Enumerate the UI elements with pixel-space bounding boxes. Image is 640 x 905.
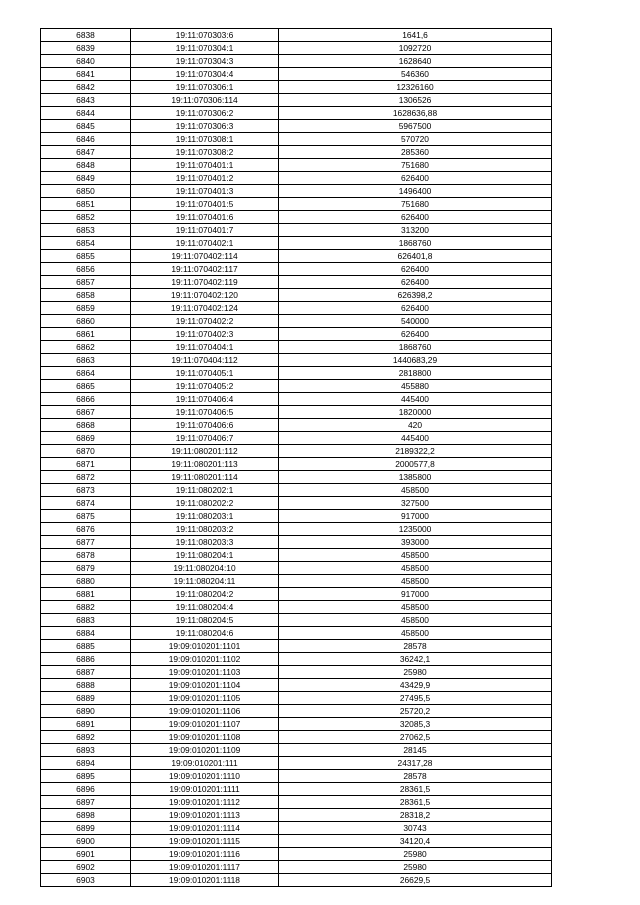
value-cell: 27062,5 xyxy=(279,731,552,744)
row-number-cell: 6846 xyxy=(41,133,131,146)
table-row xyxy=(41,380,552,393)
value-cell: 626400 xyxy=(279,263,552,276)
cadastral-number-cell: 19:11:070402:114 xyxy=(131,250,279,263)
value-cell: 25720,2 xyxy=(279,705,552,718)
row-number-cell: 6841 xyxy=(41,68,131,81)
table-row xyxy=(41,419,552,432)
table-row xyxy=(41,549,552,562)
value-cell: 445400 xyxy=(279,432,552,445)
cadastral-number-cell: 19:11:070406:6 xyxy=(131,419,279,432)
row-number-cell: 6862 xyxy=(41,341,131,354)
table-row xyxy=(41,432,552,445)
document-page xyxy=(40,28,551,887)
cadastral-number-cell: 19:11:070401:3 xyxy=(131,185,279,198)
table-row xyxy=(41,341,552,354)
row-number-cell: 6876 xyxy=(41,523,131,536)
row-number-cell: 6864 xyxy=(41,367,131,380)
table-row xyxy=(41,627,552,640)
cadastral-number-cell: 19:09:010201:1104 xyxy=(131,679,279,692)
value-cell: 917000 xyxy=(279,510,552,523)
cadastral-number-cell: 19:11:070306:3 xyxy=(131,120,279,133)
table-row xyxy=(41,809,552,822)
table-row xyxy=(41,666,552,679)
table-row xyxy=(41,861,552,874)
cadastral-number-cell: 19:11:070308:1 xyxy=(131,133,279,146)
table-row xyxy=(41,315,552,328)
table-row xyxy=(41,276,552,289)
value-cell: 751680 xyxy=(279,198,552,211)
table-row xyxy=(41,679,552,692)
value-cell: 917000 xyxy=(279,588,552,601)
table-row xyxy=(41,55,552,68)
cadastral-number-cell: 19:11:070401:2 xyxy=(131,172,279,185)
row-number-cell: 6879 xyxy=(41,562,131,575)
row-number-cell: 6894 xyxy=(41,757,131,770)
row-number-cell: 6847 xyxy=(41,146,131,159)
row-number-cell: 6878 xyxy=(41,549,131,562)
cadastral-number-cell: 19:09:010201:1118 xyxy=(131,874,279,887)
value-cell: 32085,3 xyxy=(279,718,552,731)
value-cell: 25980 xyxy=(279,848,552,861)
cadastral-number-cell: 19:11:080201:113 xyxy=(131,458,279,471)
cadastral-number-cell: 19:11:070402:119 xyxy=(131,276,279,289)
table-row xyxy=(41,783,552,796)
row-number-cell: 6851 xyxy=(41,198,131,211)
row-number-cell: 6893 xyxy=(41,744,131,757)
table-row xyxy=(41,497,552,510)
row-number-cell: 6855 xyxy=(41,250,131,263)
cadastral-number-cell: 19:09:010201:111 xyxy=(131,757,279,770)
row-number-cell: 6872 xyxy=(41,471,131,484)
row-number-cell: 6858 xyxy=(41,289,131,302)
value-cell: 1868760 xyxy=(279,237,552,250)
row-number-cell: 6882 xyxy=(41,601,131,614)
cadastral-number-cell: 19:11:070304:4 xyxy=(131,68,279,81)
row-number-cell: 6899 xyxy=(41,822,131,835)
cadastral-number-cell: 19:11:070402:2 xyxy=(131,315,279,328)
row-number-cell: 6883 xyxy=(41,614,131,627)
value-cell: 626400 xyxy=(279,211,552,224)
cadastral-number-cell: 19:11:070402:117 xyxy=(131,263,279,276)
value-cell: 28578 xyxy=(279,770,552,783)
row-number-cell: 6849 xyxy=(41,172,131,185)
table-row xyxy=(41,692,552,705)
cadastral-number-cell: 19:11:070404:112 xyxy=(131,354,279,367)
cadastral-number-cell: 19:11:080204:11 xyxy=(131,575,279,588)
table-row xyxy=(41,562,552,575)
table-row xyxy=(41,601,552,614)
cadastral-number-cell: 19:11:080204:5 xyxy=(131,614,279,627)
table-row xyxy=(41,575,552,588)
cadastral-number-cell: 19:11:070304:1 xyxy=(131,42,279,55)
cadastral-number-cell: 19:09:010201:1106 xyxy=(131,705,279,718)
row-number-cell: 6848 xyxy=(41,159,131,172)
value-cell: 626400 xyxy=(279,276,552,289)
cadastral-number-cell: 19:09:010201:1105 xyxy=(131,692,279,705)
cadastral-number-cell: 19:11:080201:112 xyxy=(131,445,279,458)
row-number-cell: 6850 xyxy=(41,185,131,198)
cadastral-number-cell: 19:11:070306:114 xyxy=(131,94,279,107)
table-row xyxy=(41,29,552,42)
table-row xyxy=(41,172,552,185)
table-row xyxy=(41,42,552,55)
table-row xyxy=(41,263,552,276)
row-number-cell: 6902 xyxy=(41,861,131,874)
row-number-cell: 6898 xyxy=(41,809,131,822)
row-number-cell: 6885 xyxy=(41,640,131,653)
value-cell: 1641,6 xyxy=(279,29,552,42)
row-number-cell: 6863 xyxy=(41,354,131,367)
value-cell: 626400 xyxy=(279,172,552,185)
value-cell: 1385800 xyxy=(279,471,552,484)
cadastral-number-cell: 19:09:010201:1110 xyxy=(131,770,279,783)
value-cell: 1868760 xyxy=(279,341,552,354)
cadastral-number-cell: 19:11:080202:2 xyxy=(131,497,279,510)
row-number-cell: 6867 xyxy=(41,406,131,419)
row-number-cell: 6870 xyxy=(41,445,131,458)
row-number-cell: 6869 xyxy=(41,432,131,445)
table-row xyxy=(41,367,552,380)
table-row xyxy=(41,510,552,523)
value-cell: 626398,2 xyxy=(279,289,552,302)
row-number-cell: 6895 xyxy=(41,770,131,783)
table-row xyxy=(41,848,552,861)
row-number-cell: 6881 xyxy=(41,588,131,601)
cadastral-number-cell: 19:11:080201:114 xyxy=(131,471,279,484)
row-number-cell: 6838 xyxy=(41,29,131,42)
table-row xyxy=(41,536,552,549)
row-number-cell: 6839 xyxy=(41,42,131,55)
value-cell: 28361,5 xyxy=(279,783,552,796)
row-number-cell: 6844 xyxy=(41,107,131,120)
cadastral-number-cell: 19:11:070406:7 xyxy=(131,432,279,445)
value-cell: 1092720 xyxy=(279,42,552,55)
table-row xyxy=(41,822,552,835)
cadastral-number-cell: 19:09:010201:1109 xyxy=(131,744,279,757)
table-row xyxy=(41,640,552,653)
table-row xyxy=(41,718,552,731)
cadastral-number-cell: 19:11:080204:4 xyxy=(131,601,279,614)
value-cell: 27495,5 xyxy=(279,692,552,705)
cadastral-number-cell: 19:09:010201:1108 xyxy=(131,731,279,744)
value-cell: 445400 xyxy=(279,393,552,406)
value-cell: 458500 xyxy=(279,601,552,614)
cadastral-number-cell: 19:11:070401:1 xyxy=(131,159,279,172)
value-cell: 327500 xyxy=(279,497,552,510)
table-row xyxy=(41,289,552,302)
value-cell: 28361,5 xyxy=(279,796,552,809)
row-number-cell: 6856 xyxy=(41,263,131,276)
row-number-cell: 6877 xyxy=(41,536,131,549)
table-row xyxy=(41,653,552,666)
value-cell: 24317,28 xyxy=(279,757,552,770)
table-body xyxy=(41,29,552,887)
table-row xyxy=(41,744,552,757)
cadastral-number-cell: 19:11:080202:1 xyxy=(131,484,279,497)
table-row xyxy=(41,874,552,887)
value-cell: 570720 xyxy=(279,133,552,146)
row-number-cell: 6865 xyxy=(41,380,131,393)
row-number-cell: 6852 xyxy=(41,211,131,224)
value-cell: 1820000 xyxy=(279,406,552,419)
cadastral-number-cell: 19:11:080204:2 xyxy=(131,588,279,601)
value-cell: 1440683,29 xyxy=(279,354,552,367)
row-number-cell: 6853 xyxy=(41,224,131,237)
value-cell: 12326160 xyxy=(279,81,552,94)
row-number-cell: 6896 xyxy=(41,783,131,796)
row-number-cell: 6866 xyxy=(41,393,131,406)
row-number-cell: 6845 xyxy=(41,120,131,133)
cadastral-number-cell: 19:09:010201:1116 xyxy=(131,848,279,861)
row-number-cell: 6903 xyxy=(41,874,131,887)
table-row xyxy=(41,731,552,744)
cadastral-number-cell: 19:11:070306:2 xyxy=(131,107,279,120)
cadastral-number-cell: 19:09:010201:1114 xyxy=(131,822,279,835)
value-cell: 1628640 xyxy=(279,55,552,68)
row-number-cell: 6889 xyxy=(41,692,131,705)
cadastral-number-cell: 19:11:070304:3 xyxy=(131,55,279,68)
cadastral-number-cell: 19:09:010201:1113 xyxy=(131,809,279,822)
cadastral-number-cell: 19:11:070401:7 xyxy=(131,224,279,237)
value-cell: 25980 xyxy=(279,861,552,874)
table-row xyxy=(41,757,552,770)
row-number-cell: 6873 xyxy=(41,484,131,497)
table-row xyxy=(41,354,552,367)
table-row xyxy=(41,237,552,250)
cadastral-number-cell: 19:11:080204:1 xyxy=(131,549,279,562)
table-row xyxy=(41,471,552,484)
cadastral-number-cell: 19:09:010201:1102 xyxy=(131,653,279,666)
value-cell: 458500 xyxy=(279,575,552,588)
value-cell: 458500 xyxy=(279,627,552,640)
row-number-cell: 6890 xyxy=(41,705,131,718)
value-cell: 34120,4 xyxy=(279,835,552,848)
value-cell: 28318,2 xyxy=(279,809,552,822)
value-cell: 2000577,8 xyxy=(279,458,552,471)
table-row xyxy=(41,328,552,341)
row-number-cell: 6842 xyxy=(41,81,131,94)
value-cell: 1306526 xyxy=(279,94,552,107)
cadastral-number-cell: 19:09:010201:1101 xyxy=(131,640,279,653)
table-row xyxy=(41,224,552,237)
table-row xyxy=(41,133,552,146)
value-cell: 1496400 xyxy=(279,185,552,198)
value-cell: 540000 xyxy=(279,315,552,328)
table-row xyxy=(41,393,552,406)
row-number-cell: 6857 xyxy=(41,276,131,289)
table-row xyxy=(41,770,552,783)
value-cell: 43429,9 xyxy=(279,679,552,692)
table-row xyxy=(41,159,552,172)
row-number-cell: 6891 xyxy=(41,718,131,731)
cadastral-number-cell: 19:09:010201:1103 xyxy=(131,666,279,679)
cadastral-number-cell: 19:11:070308:2 xyxy=(131,146,279,159)
table-row xyxy=(41,146,552,159)
table-row xyxy=(41,458,552,471)
cadastral-number-cell: 19:11:070406:5 xyxy=(131,406,279,419)
value-cell: 28145 xyxy=(279,744,552,757)
value-cell: 36242,1 xyxy=(279,653,552,666)
cadastral-number-cell: 19:09:010201:1117 xyxy=(131,861,279,874)
value-cell: 458500 xyxy=(279,549,552,562)
cadastral-number-cell: 19:11:070405:1 xyxy=(131,367,279,380)
cadastral-number-cell: 19:11:070406:4 xyxy=(131,393,279,406)
value-cell: 2189322,2 xyxy=(279,445,552,458)
row-number-cell: 6884 xyxy=(41,627,131,640)
row-number-cell: 6888 xyxy=(41,679,131,692)
value-cell: 751680 xyxy=(279,159,552,172)
cadastral-number-cell: 19:11:070402:124 xyxy=(131,302,279,315)
row-number-cell: 6859 xyxy=(41,302,131,315)
row-number-cell: 6868 xyxy=(41,419,131,432)
table-row xyxy=(41,614,552,627)
table-row xyxy=(41,523,552,536)
table-row xyxy=(41,250,552,263)
table-row xyxy=(41,81,552,94)
table-row xyxy=(41,406,552,419)
row-number-cell: 6854 xyxy=(41,237,131,250)
cadastral-number-cell: 19:11:080204:10 xyxy=(131,562,279,575)
row-number-cell: 6897 xyxy=(41,796,131,809)
row-number-cell: 6860 xyxy=(41,315,131,328)
table-row xyxy=(41,302,552,315)
row-number-cell: 6887 xyxy=(41,666,131,679)
row-number-cell: 6874 xyxy=(41,497,131,510)
cadastral-number-cell: 19:11:080203:3 xyxy=(131,536,279,549)
cadastral-number-cell: 19:09:010201:1112 xyxy=(131,796,279,809)
cadastral-number-cell: 19:09:010201:1107 xyxy=(131,718,279,731)
value-cell: 25980 xyxy=(279,666,552,679)
table-row xyxy=(41,107,552,120)
value-cell: 458500 xyxy=(279,484,552,497)
value-cell: 455880 xyxy=(279,380,552,393)
cadastral-number-cell: 19:11:070401:5 xyxy=(131,198,279,211)
table-row xyxy=(41,198,552,211)
table-row xyxy=(41,68,552,81)
value-cell: 5967500 xyxy=(279,120,552,133)
cadastral-number-cell: 19:11:070402:120 xyxy=(131,289,279,302)
row-number-cell: 6880 xyxy=(41,575,131,588)
cadastral-number-cell: 19:11:070401:6 xyxy=(131,211,279,224)
table-row xyxy=(41,705,552,718)
table-row xyxy=(41,445,552,458)
row-number-cell: 6840 xyxy=(41,55,131,68)
value-cell: 1235000 xyxy=(279,523,552,536)
value-cell: 30743 xyxy=(279,822,552,835)
cadastral-number-cell: 19:11:080203:1 xyxy=(131,510,279,523)
value-cell: 285360 xyxy=(279,146,552,159)
row-number-cell: 6892 xyxy=(41,731,131,744)
table-row xyxy=(41,484,552,497)
cadastral-number-cell: 19:09:010201:1111 xyxy=(131,783,279,796)
cadastral-number-cell: 19:11:080204:6 xyxy=(131,627,279,640)
table-row xyxy=(41,835,552,848)
value-cell: 626400 xyxy=(279,302,552,315)
cadastral-number-cell: 19:11:070405:2 xyxy=(131,380,279,393)
row-number-cell: 6875 xyxy=(41,510,131,523)
cadastral-number-cell: 19:11:070402:3 xyxy=(131,328,279,341)
value-cell: 2818800 xyxy=(279,367,552,380)
table-row xyxy=(41,211,552,224)
cadastral-number-cell: 19:09:010201:1115 xyxy=(131,835,279,848)
cadastral-value-table xyxy=(40,28,552,887)
row-number-cell: 6871 xyxy=(41,458,131,471)
table-row xyxy=(41,796,552,809)
value-cell: 26629,5 xyxy=(279,874,552,887)
cadastral-number-cell: 19:11:070306:1 xyxy=(131,81,279,94)
table-row xyxy=(41,120,552,133)
value-cell: 626401,8 xyxy=(279,250,552,263)
cadastral-number-cell: 19:11:080203:2 xyxy=(131,523,279,536)
table-row xyxy=(41,185,552,198)
row-number-cell: 6861 xyxy=(41,328,131,341)
value-cell: 313200 xyxy=(279,224,552,237)
value-cell: 393000 xyxy=(279,536,552,549)
value-cell: 420 xyxy=(279,419,552,432)
cadastral-number-cell: 19:11:070303:6 xyxy=(131,29,279,42)
value-cell: 546360 xyxy=(279,68,552,81)
table-row xyxy=(41,588,552,601)
row-number-cell: 6900 xyxy=(41,835,131,848)
table-row xyxy=(41,94,552,107)
value-cell: 458500 xyxy=(279,614,552,627)
cadastral-number-cell: 19:11:070404:1 xyxy=(131,341,279,354)
row-number-cell: 6901 xyxy=(41,848,131,861)
value-cell: 626400 xyxy=(279,328,552,341)
row-number-cell: 6843 xyxy=(41,94,131,107)
value-cell: 1628636,88 xyxy=(279,107,552,120)
row-number-cell: 6886 xyxy=(41,653,131,666)
value-cell: 28578 xyxy=(279,640,552,653)
value-cell: 458500 xyxy=(279,562,552,575)
cadastral-number-cell: 19:11:070402:1 xyxy=(131,237,279,250)
